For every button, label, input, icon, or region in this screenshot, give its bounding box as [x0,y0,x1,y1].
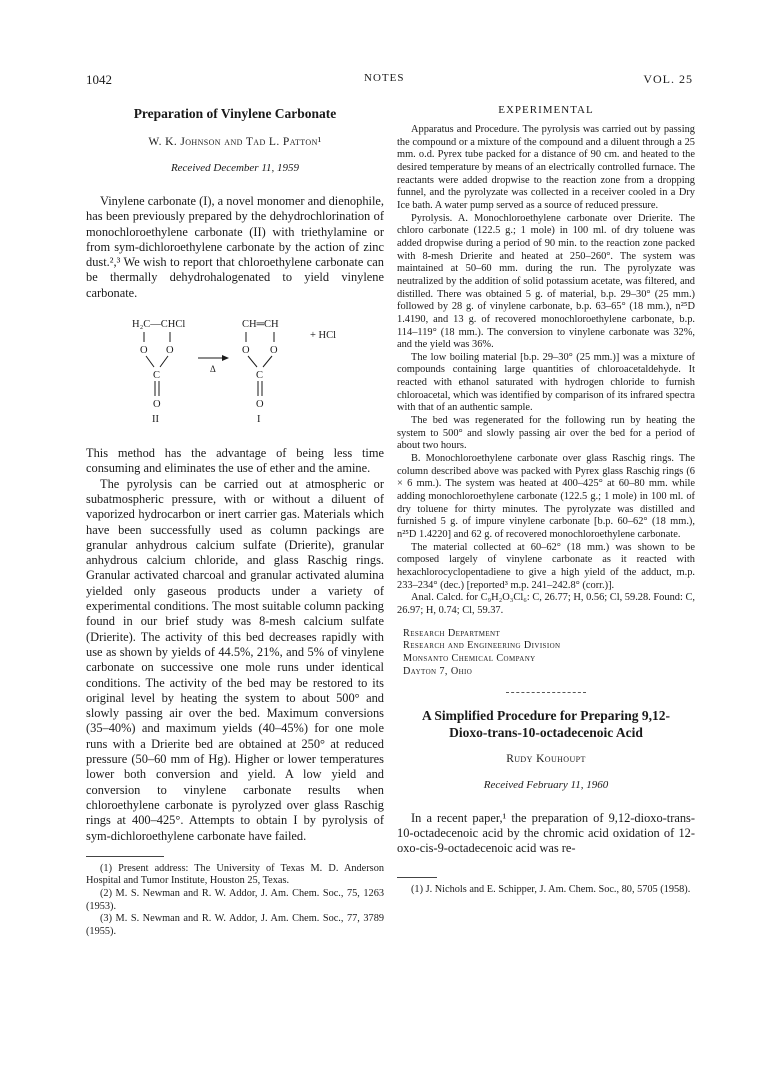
pyrolysis-paragraph: The pyrolysis can be carried out at atmospheric or subatmospheric pressure, with or without a diluent of vaporized hydrocarbon or inert carrier gas. Materials which have been successfully used as column packings are granular anhydrous calcium sulfate (Drierite), granular anhydrous calcium chloride, and glass Raschig rings. Granular activated charcoal and granular activated alumina yielded only gaseous products under a variety of experimental conditions. The most suitable column packing found in our brief study was 8-mesh calcium sulfate (Drierite). The activity of this bed decreases rapidly with use as shown by yields of 44.5%, 21%, and 5% of vinylene carbonate on successive one mole runs under identical conditions. The activity of the bed may be restored to its original level by heating the system to about 500° and slowly passing air over the bed. Maximum conversions (35–40%) and maximum yields (40–45%) for one mole runs with a Drierite bed are obtained at 250° at reduced pressure (50–60 mm of Hg). Higher or lower temperatures lower both conversion and yield. A low yield and conversion to vinylene carbonate results when chloroethylene carbonate is pyrolyzed over glass Raschig rings at 400–425°. Attempts to obtain I by pyrolysis of sym-dichloroethylene carbonate have failed. [86,476,384,843]
scheme-ii-carbonyl-o: O [153,399,161,411]
affiliation-block [397,628,695,679]
page-number: 1042 [86,72,112,87]
intro-text: Vinylene carbonate (I), a novel monomer and dienophile, has been previously prepared by the dehydrochlorination of monochloroethylene carbonate (II) with triethylamine or from sym-dichloroethylene carbonate by the action of zinc dust.²,³ We wish to report that chloroethylene carbonate can be thermally dehydrohalogenated to yield vinylene carbonate. [86,194,384,300]
running-section: NOTES [364,72,405,84]
scheme-ii-o-left: O [140,345,148,357]
scheme-ii-top: H₂C—CHCl [132,319,186,331]
second-title-line-2: Dioxo-trans-10-octadecenoic Acid [449,724,643,740]
second-title-line-1: A Simplified Procedure for Preparing 9,12- [422,707,670,723]
scheme-i-o-right: O [270,345,278,357]
affiliation-line-2: Research and Engineering Division [403,640,561,652]
advantage-paragraph: This method has the advantage of being less time consuming and eliminates the use of ether and the amine. [86,446,384,476]
footnote-2: (2) M. S. Newman and R. W. Addor, J. Am. Chem. Soc., 75, 1263 (1953). [86,887,384,912]
intro-paragraph [86,194,384,301]
volume-label: VOL. 25 [643,72,693,86]
affiliation-line-1: Research Department [403,627,501,639]
scheme-i-carbon: C [256,370,264,382]
second-article-paragraph: In a recent paper,¹ the preparation of 9,12-dioxo-trans-10-octadecenoic acid by the chromic acid oxidation of 12-oxo-cis-9-octadecenoic acid was re- [397,810,695,856]
second-article-footnotes [397,877,695,897]
scheme-delta: Δ [210,364,216,375]
experimental-low-boiling: The low boiling material [b.p. 29–30° (25 mm.)] was a mixture of compounds containing large quantities of chloroacetaldehyde. It reacted with ethanol saturated with hydrogen chloride to furnish chloroacetal, which was identified by comparison of its infrared spectra with that of an authentic sample. [397,351,695,414]
experimental-heading: EXPERIMENTAL [498,104,594,116]
second-received-date: Received February 11, 1960 [483,778,609,791]
left-column [86,100,384,938]
experimental-pyrolysis-b: B. Monochloroethylene carbonate over glass Raschig rings. The column described above was packed with Pyrex glass Raschig rings (6 × 6 mm.). The system was heated at 400–425° at 60–80 mm. while adding monochloroethylene carbonate (122.5 g.; 1 mole) in 100 ml. of dry toluene for thirty minutes. The pyrolyzate was distilled and furnished 5 g. of impure vinylene carbonate [b.p. 60–62° (18 mm.), n²⁵D 1.4220] and 62 g. of recovered monochloroethylene carbonate. [397,453,695,540]
experimental-pyrolysis-a: Pyrolysis. A. Monochloroethylene carbonate over Drierite. The chloro carbonate (122.5 g.; 1 mole) in 100 ml. of dry toluene was added dropwise during a period of 90 min. to the reaction zone packed with 8-mesh Drierite and heated at 250–260°. The system was maintained at 50–60 mm. during the run. The pyrolyzate was neutralized by the addition of solid potassium acetate, was filtered, and distilled. There was obtained 5 g. of material, b.p. 29–30° (25 mm.) followed by 28 g. of vinylene carbonate, b.p. 63–65° (18 mm.), n²⁵D 1.4190, and 13 g. of recovered monochloroethylene carbonate, b.p. 114–119° (18 mm.). The conversion to vinylene carbonate was 32%, and the yield was 36%. [397,212,695,351]
article-divider [506,692,586,693]
reaction-scheme-svg [86,314,384,432]
right-column [397,100,695,896]
second-article-body [397,811,695,857]
second-article-title [397,707,695,741]
article-title: Preparation of Vinylene Carbonate [133,106,337,121]
second-article-author: Rudy Kouhoupt [506,752,586,765]
received-date: Received December 11, 1959 [170,162,300,174]
experimental-analysis: Anal. Calcd. for C₉H₂O₃Cl₆: C, 26.77; H, 0.56; Cl, 59.28. Found: C, 26.97; H, 0.74; Cl, 59.37. [397,592,695,616]
scheme-i-top: CH═CH [242,319,279,331]
footnotes [86,856,384,939]
scheme-i-carbonyl-o: O [256,399,264,411]
second-footnote-rule [397,877,437,878]
scheme-plus-hcl: + HCl [310,330,337,342]
experimental-section [397,124,695,618]
scheme-ii-o-right: O [166,345,174,357]
reaction-scheme [86,314,384,432]
scheme-i-o-left: O [242,345,250,357]
scheme-ii-carbon: C [153,370,161,382]
second-footnote-1: (1) J. Nichols and E. Schipper, J. Am. Chem. Soc., 80, 5705 (1958). [411,883,691,895]
experimental-regeneration: The bed was regenerated for the following run by heating the system to 500° and slowly passing air over the bed for a period of about two hours. [397,415,695,452]
scheme-label-ii: II [152,414,159,426]
affiliation-line-4: Dayton 7, Ohio [403,665,473,677]
experimental-adduct: The material collected at 60–62° (18 mm.) was shown to be composed largely of vinylene carbonate as it reacted with hexachlorocyclopentadiene to give a high yield of the adduct, m.p. 233–234° (dec.) [reported³ m.p. 241–242.8° (corr.)]. [397,541,695,591]
scheme-label-i: I [257,414,261,426]
footnote-rule [86,856,164,857]
experimental-apparatus: Apparatus and Procedure. The pyrolysis was carried out by passing the compound or a mixture of the compound and a diluent through a 25 mm. o.d. Pyrex tube packed for a distance of 90 cm. and heated to the desired temperature by means of an electrically controlled furnace. The reactants were added dropwise to the reaction zone from a dropping funnel, and the pyrolyzate was collected in a receiver cooled in a Dry Ice bath. A water pump served as a source of reduced pressure. [397,124,695,211]
footnote-3: (3) M. S. Newman and R. W. Addor, J. Am. Chem. Soc., 77, 3789 (1955). [86,913,384,937]
footnote-1: (1) Present address: The University of Texas M. D. Anderson Hospital and Tumor Institute, Houston 25, Texas. [86,862,384,887]
article-authors: W. K. Johnson and Tad L. Patton¹ [148,136,322,148]
body-paragraphs [86,446,384,844]
affiliation-line-3: Monsanto Chemical Company [403,653,536,665]
